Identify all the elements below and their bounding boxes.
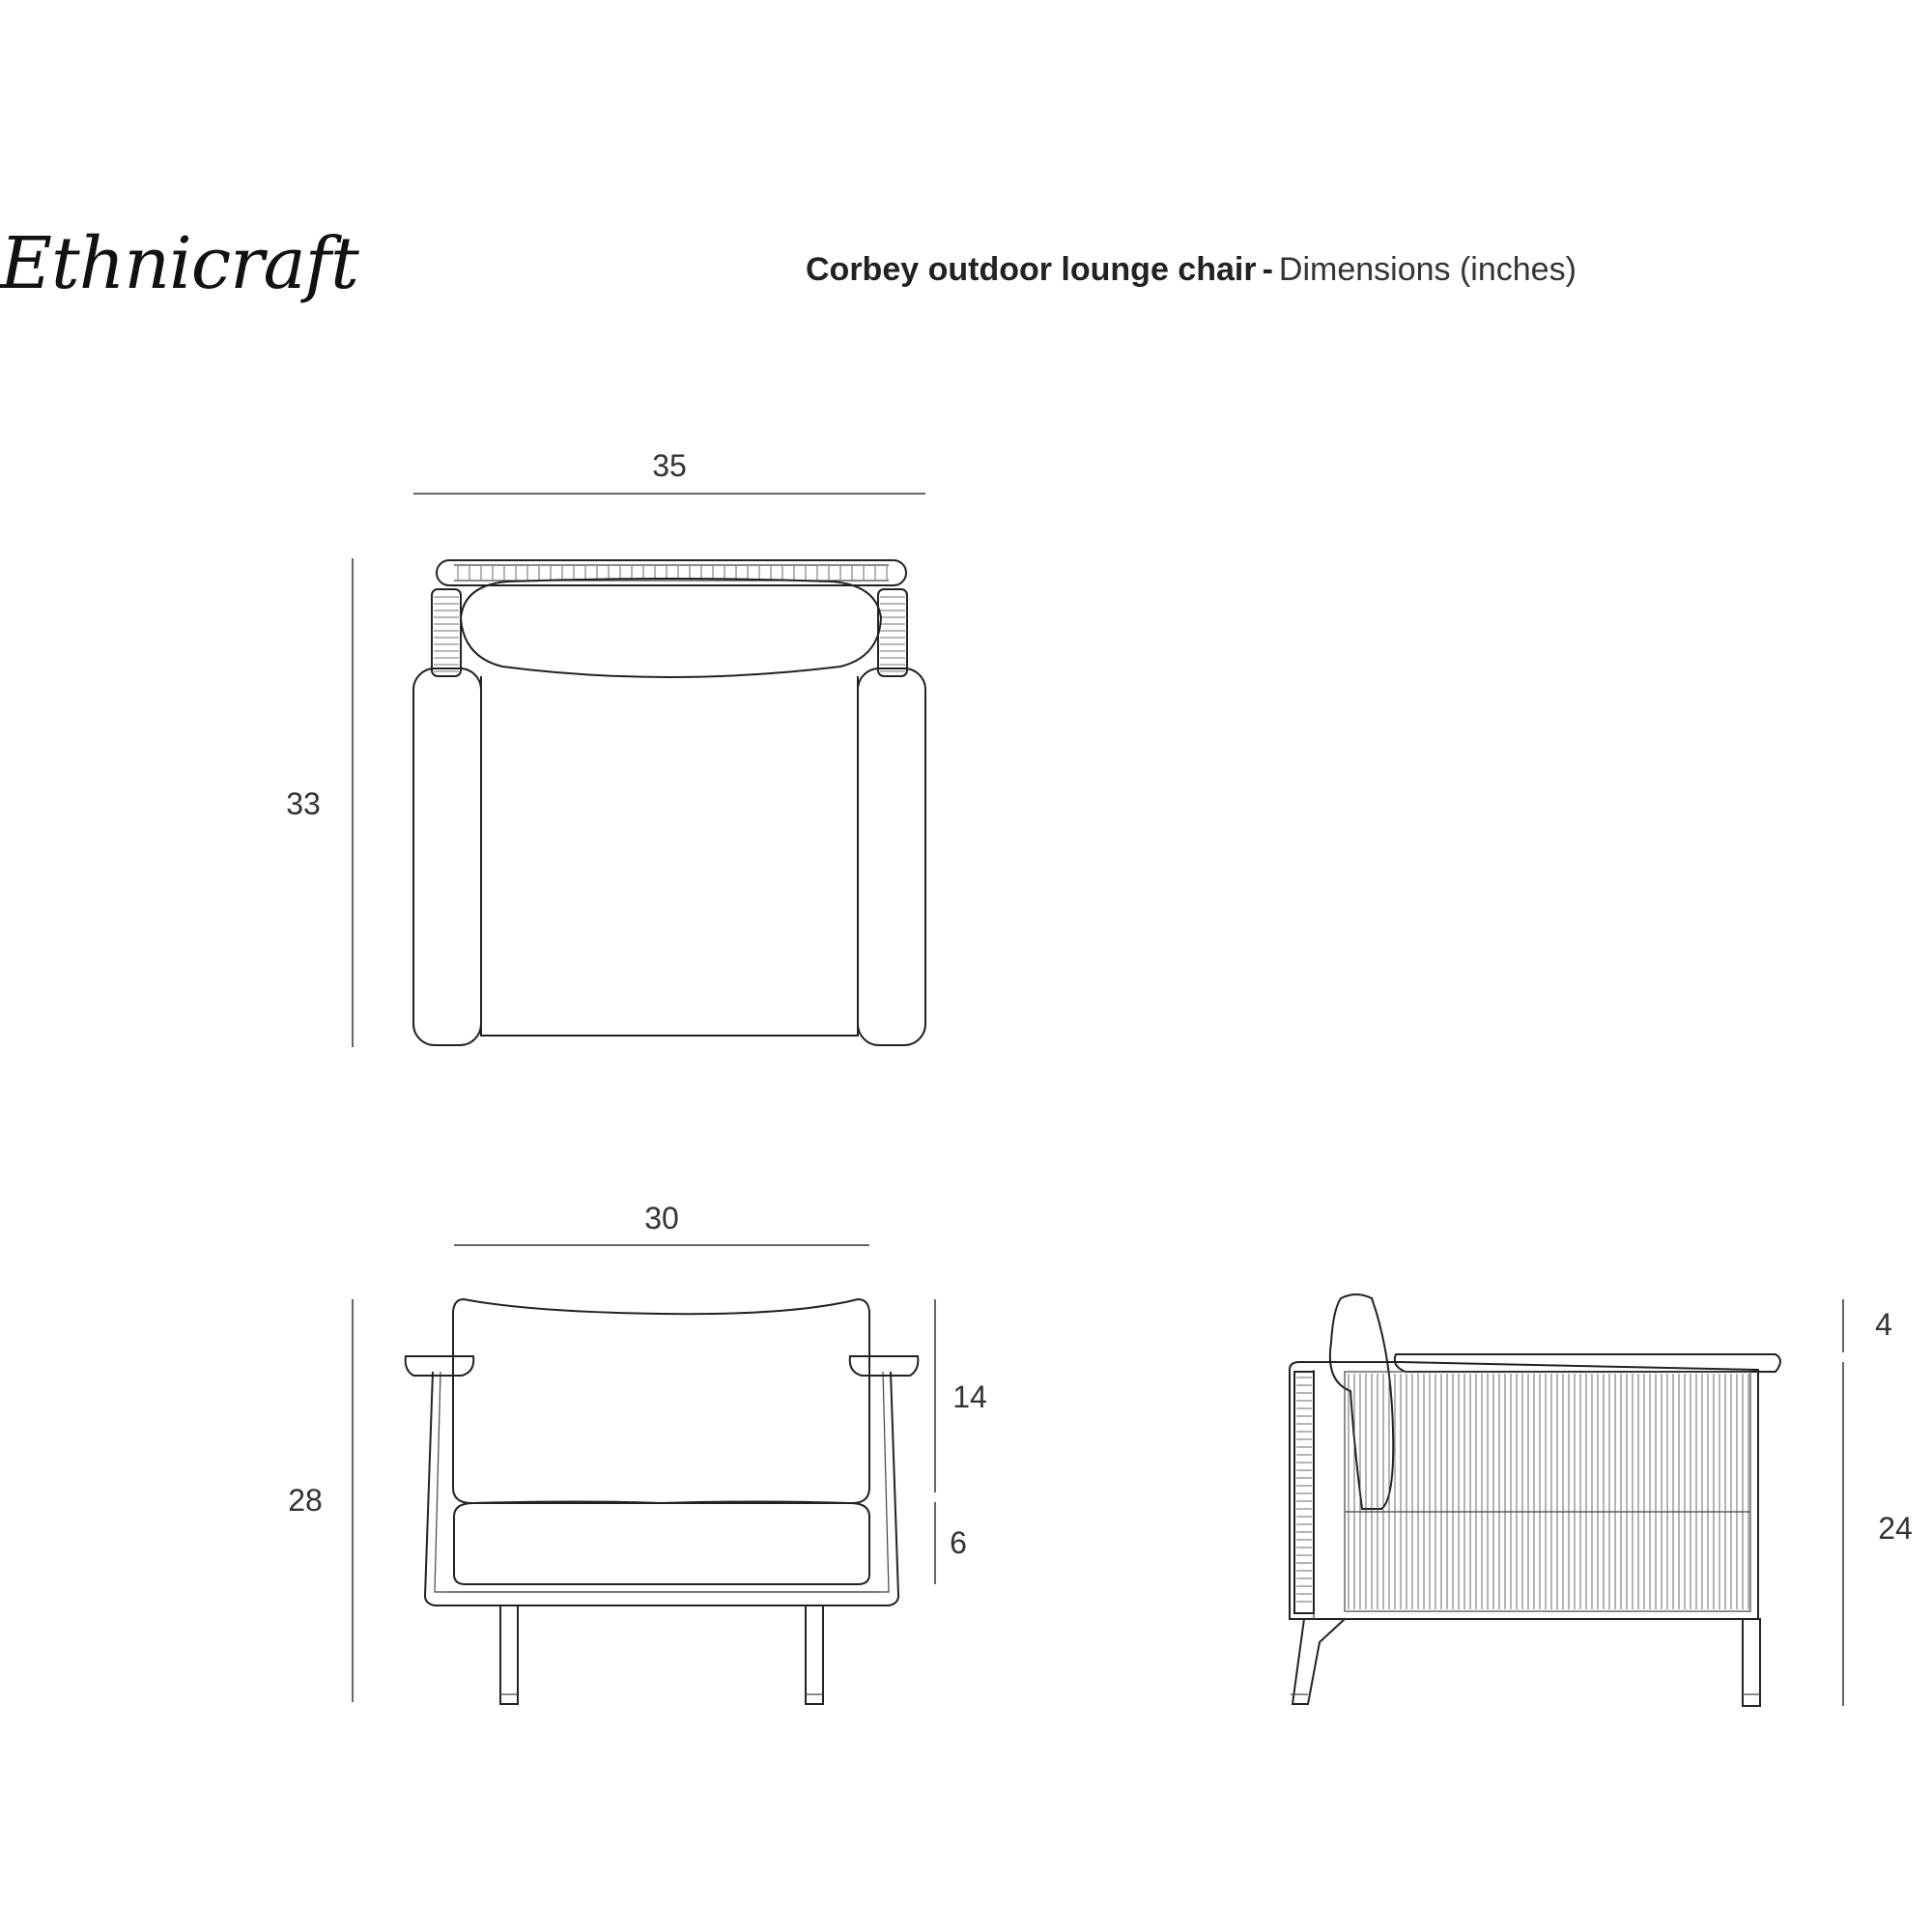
side-woven-panel bbox=[1345, 1372, 1750, 1611]
top-right-post bbox=[878, 589, 907, 676]
side-cushion-label: 4 bbox=[1875, 1307, 1892, 1342]
top-depth-label: 33 bbox=[286, 786, 321, 821]
title-subtitle: Dimensions (inches) bbox=[1278, 251, 1577, 288]
top-view bbox=[286, 448, 925, 1047]
front-back-label: 14 bbox=[952, 1379, 987, 1414]
top-back-cushion bbox=[461, 579, 881, 677]
side-back-cushion bbox=[1330, 1294, 1393, 1509]
front-frame-inner bbox=[435, 1372, 889, 1592]
front-height-label: 28 bbox=[288, 1483, 323, 1518]
top-left-post bbox=[432, 589, 461, 676]
top-width-label: 35 bbox=[652, 448, 687, 483]
side-view bbox=[1290, 1294, 1913, 1706]
product-name: Corbey outdoor lounge chair bbox=[806, 251, 1257, 288]
front-width-label: 30 bbox=[644, 1201, 679, 1236]
side-rear-leg bbox=[1293, 1619, 1345, 1704]
side-rear-post bbox=[1294, 1372, 1314, 1613]
top-seat bbox=[481, 676, 858, 1036]
front-frame bbox=[425, 1372, 898, 1605]
front-back-cushion bbox=[453, 1299, 869, 1503]
side-front-leg bbox=[1743, 1619, 1760, 1706]
side-height-label: 24 bbox=[1878, 1511, 1913, 1546]
front-left-leg bbox=[500, 1605, 518, 1704]
ethnicraft-logo: Ethnicraft bbox=[0, 222, 358, 305]
front-seat-label: 6 bbox=[950, 1525, 967, 1560]
top-right-armrest bbox=[858, 668, 925, 1045]
front-left-arm-cap bbox=[406, 1356, 474, 1376]
front-view bbox=[288, 1201, 987, 1704]
title-separator: - bbox=[1262, 251, 1273, 288]
top-left-armrest bbox=[413, 668, 481, 1045]
front-seat-cushion bbox=[454, 1502, 869, 1585]
front-right-leg bbox=[806, 1605, 823, 1704]
front-right-arm-cap bbox=[850, 1356, 919, 1376]
